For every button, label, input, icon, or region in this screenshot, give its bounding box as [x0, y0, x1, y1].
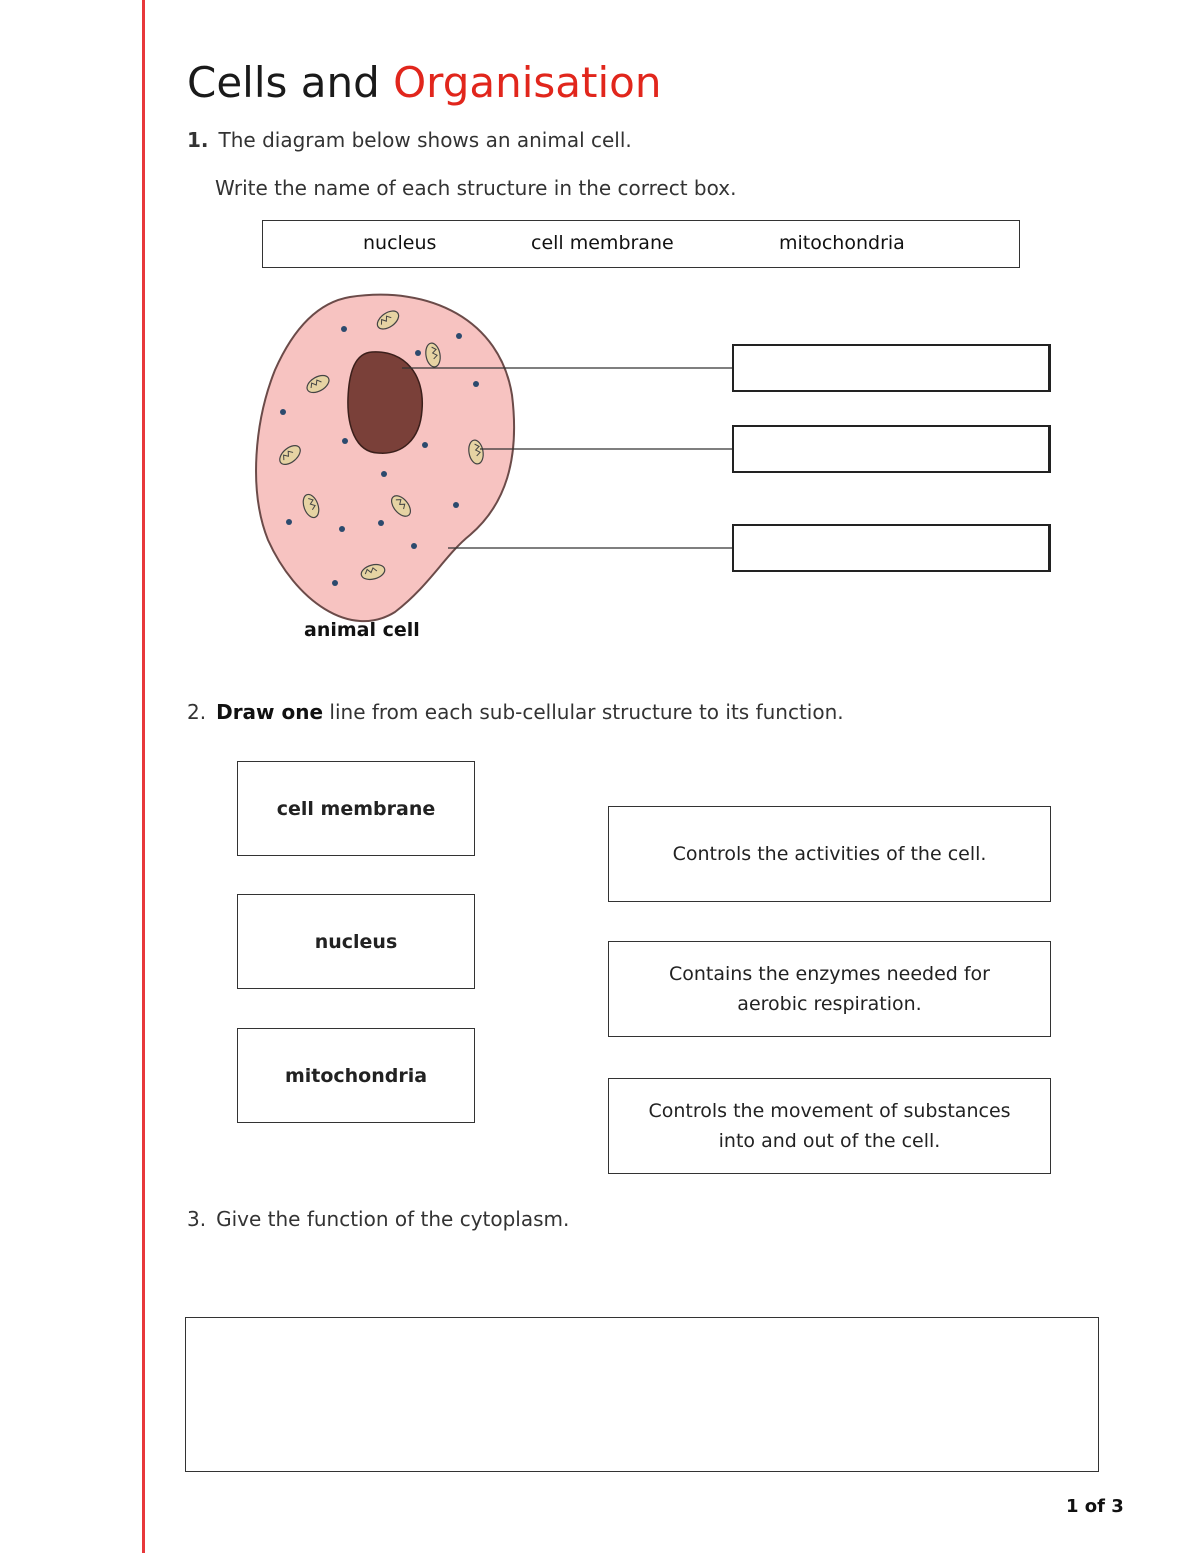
structure-label: nucleus — [314, 930, 398, 953]
title-part2: Organisation — [393, 58, 662, 107]
word-bank-nucleus: nucleus — [363, 232, 437, 254]
question-3-number: 3. — [187, 1207, 207, 1231]
answer-box-cytoplasm[interactable] — [185, 1317, 1099, 1472]
word-bank-mitochondria: mitochondria — [779, 232, 905, 254]
answer-box-2[interactable] — [732, 425, 1051, 473]
question-1-number: 1. — [187, 128, 209, 152]
question-1-instruction: Write the name of each structure in the correct box. — [215, 176, 737, 200]
title-part1: Cells and — [187, 58, 380, 107]
structure-box-nucleus[interactable] — [237, 894, 475, 989]
word-bank-cell-membrane: cell membrane — [531, 232, 674, 254]
function-box-2[interactable] — [608, 941, 1051, 1037]
structure-label: cell membrane — [276, 797, 436, 820]
function-box-3[interactable] — [608, 1078, 1051, 1174]
function-box-1[interactable] — [608, 806, 1051, 902]
structure-box-mitochondria[interactable] — [237, 1028, 475, 1123]
diagram-label: animal cell — [304, 619, 420, 641]
question-2 — [187, 700, 844, 724]
function-label: Controls the activities of the cell. — [672, 843, 987, 865]
page-number: 1 of 3 — [1066, 1496, 1124, 1517]
question-2-number: 2. — [187, 700, 207, 724]
function-label: Controls the movement of substances into and out of the cell. — [648, 1100, 1011, 1152]
answer-box-3[interactable] — [732, 524, 1051, 572]
question-1-text: The diagram below shows an animal cell. — [218, 128, 632, 152]
answer-box-1[interactable] — [732, 344, 1051, 392]
question-3-text: Give the function of the cytoplasm. — [216, 1207, 570, 1231]
question-2-text: line from each sub-cellular structure to its function. — [329, 700, 844, 724]
question-3 — [187, 1207, 569, 1231]
structure-box-cell-membrane[interactable] — [237, 761, 475, 856]
nucleus-shape — [348, 352, 422, 453]
function-label: Contains the enzymes needed for aerobic respiration. — [669, 963, 990, 1015]
structure-label: mitochondria — [284, 1064, 428, 1087]
question-2-bold: Draw one — [216, 700, 324, 724]
